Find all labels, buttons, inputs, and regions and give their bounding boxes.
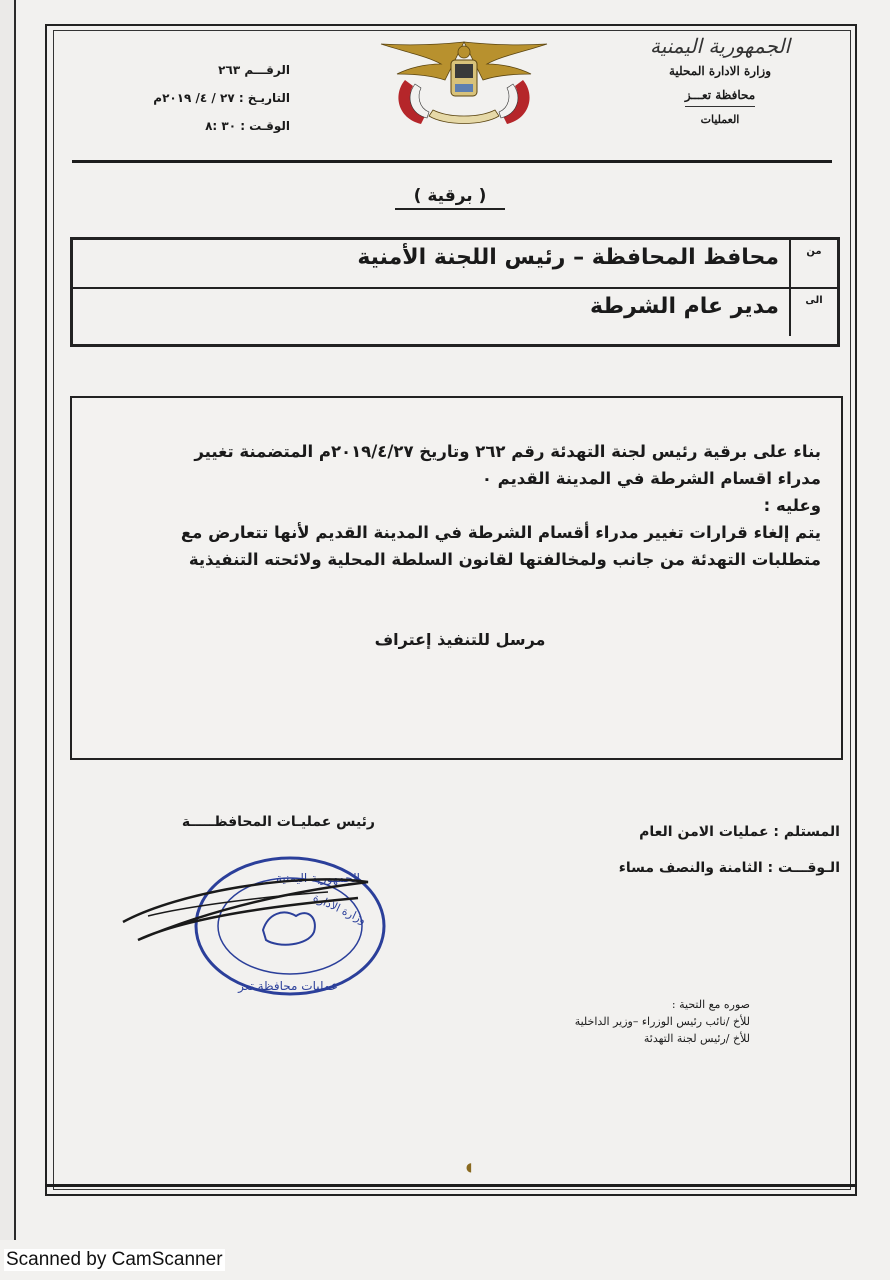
cc-title: صوره مع التحية : — [671, 998, 750, 1011]
header-divider — [72, 160, 832, 163]
republic-title: الجمهورية اليمنية — [649, 34, 791, 58]
ministry-name: وزارة الادارة المحلية — [669, 64, 771, 78]
signatory-title: رئيس عمليـات المحافظـــــة — [181, 814, 375, 830]
scanner-watermark: Scanned by CamScanner — [6, 1249, 223, 1270]
body-line-2: مدراء اقسام الشرطة في المدينة القديم ٠ — [481, 469, 821, 488]
closing-line: مرسل للتنفيذ إعتراف — [374, 630, 546, 649]
document-number: الرقـــم ٢٦٣ — [218, 63, 290, 77]
to-row — [73, 289, 837, 336]
receipt-time-line: الـوقـــت : الثامنة والنصف مساء — [618, 860, 840, 876]
cc-item-1: للأخ /نائب رئيس الوزراء –وزير الداخلية — [574, 1015, 750, 1028]
governorate-name: محافظة تعـــز — [685, 88, 755, 107]
yemen-emblem-icon — [375, 34, 553, 134]
stamp-text-side: وزارة الادارة — [311, 890, 368, 927]
receipt-block — [580, 814, 840, 886]
from-label: من — [789, 240, 837, 287]
receiver-line: المستلم : عمليات الامن العام — [639, 824, 840, 840]
message-body-box — [70, 396, 843, 760]
scan-mark: ◖ — [466, 1160, 473, 1174]
stamp-text-bottom: عمليات محافظة تعز — [238, 979, 338, 993]
message-body — [91, 438, 821, 573]
from-row — [73, 240, 837, 289]
cc-item-2: للأخ /رئيس لجنة التهدئة — [643, 1032, 750, 1045]
official-stamp-icon — [118, 852, 388, 1002]
footer-divider — [45, 1184, 857, 1187]
letterhead-left — [90, 56, 290, 140]
body-line-4: يتم إلغاء قرارات تغيير مدراء أقسام الشرطة في المدينة القديم لأنها تتعارض مع — [180, 523, 821, 542]
document-date: التاريـخ : ٢٧ / ٤/ ٢٠١٩م — [153, 91, 290, 105]
body-line-1: بناء على برقية رئيس لجنة التهدئة رقم ٢٦٢ وتاريخ ٢٠١٩/٤/٢٧م المتضمنة تغيير — [194, 442, 821, 461]
stamp-text-top: الجمهورية اليمنية — [275, 871, 361, 885]
body-line-3: وعليه : — [763, 496, 821, 515]
document-type: ( برقية ) — [395, 186, 505, 210]
cc-list — [490, 996, 750, 1047]
scan-edge — [0, 0, 16, 1240]
body-line-5: متطلبات التهدئة من جانب ولمخالفتها لقانون السلطة المحلية ولائحته التنفيذية — [188, 550, 821, 569]
from-value: محافظ المحافظة – رئيس اللجنة الأمنية — [357, 245, 779, 270]
letterhead-right — [630, 34, 810, 126]
to-label: الى — [789, 289, 837, 336]
document-time: الوقـت : ٣٠ :٨ — [205, 119, 290, 133]
department-name: العمليات — [700, 113, 740, 126]
to-value: مدير عام الشرطة — [590, 294, 779, 319]
address-table — [70, 237, 840, 347]
